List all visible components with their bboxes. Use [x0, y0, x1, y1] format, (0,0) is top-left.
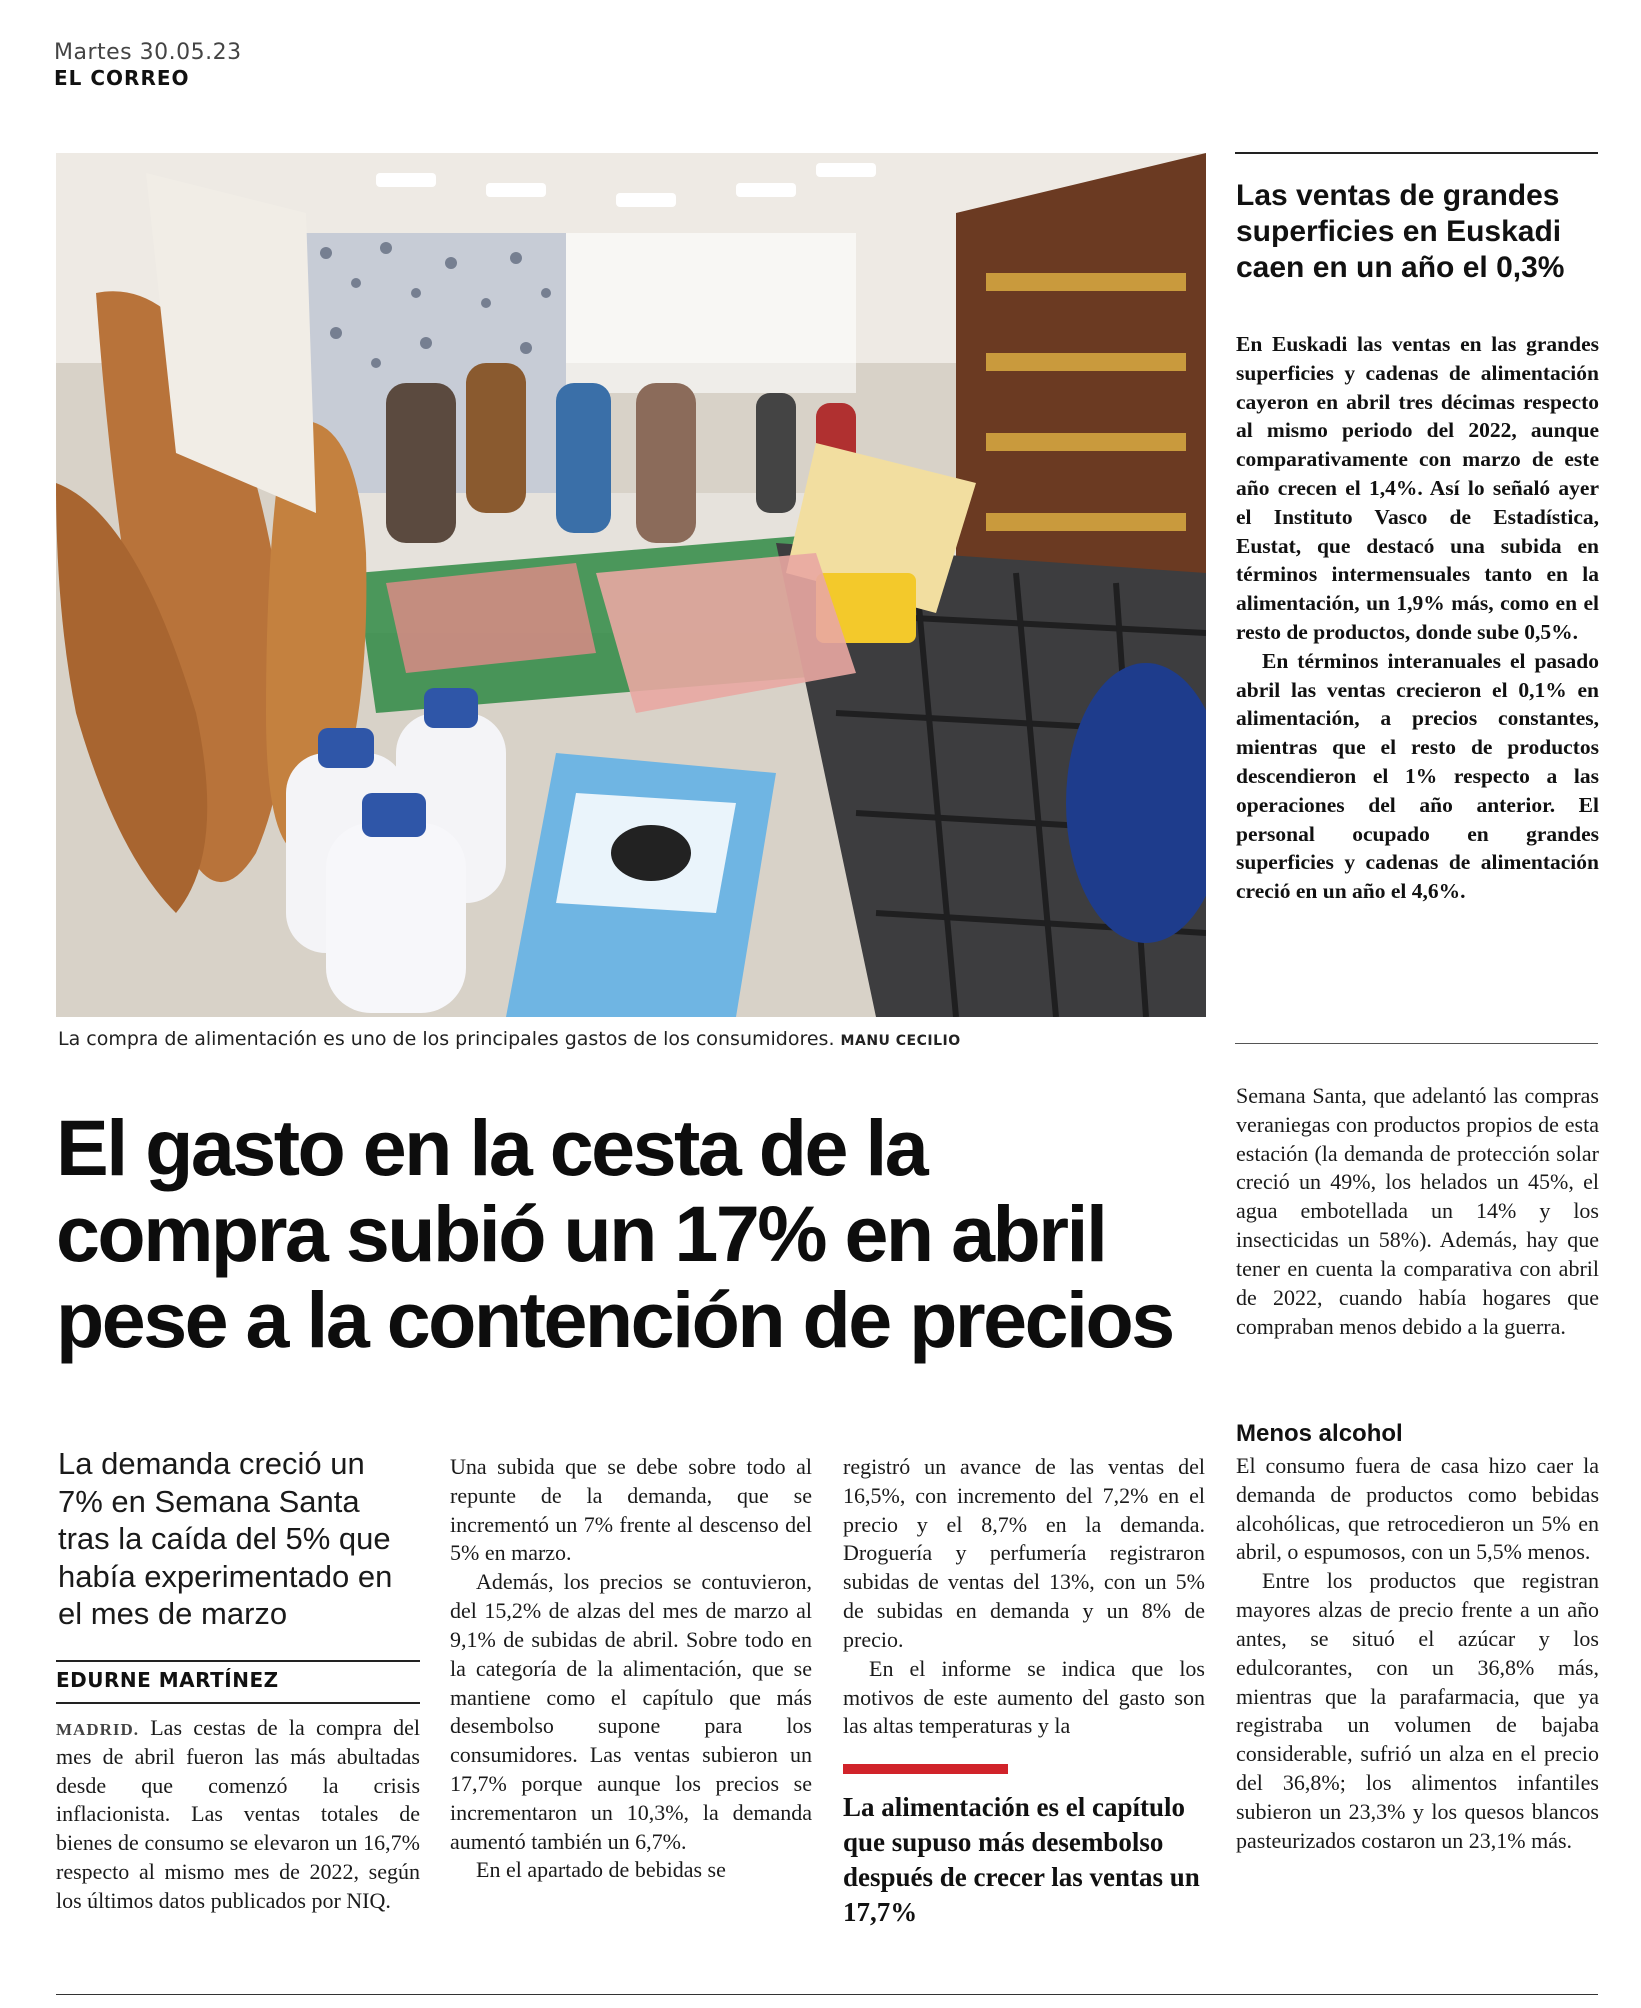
column-4-text: Semana Santa, que adelantó las compras veraniegas con productos propios de esta estación (la demanda de protección solar creció un 49%, los helados un 45%, el agua embotellada un 14% y los insecticidas un 58%). Además, hay que tener en cuenta la comparativa con abril de 2022, cuando había hogares que compraban menos debido a la guerra. — [1236, 1083, 1599, 1339]
article-headline: El gasto en la cesta de la compra subió un 17% en abril pese a la contención de precios — [56, 1103, 1173, 1365]
sidebar-paragraph: En términos interanuales el pasado abril las ventas crecieron el 0,1% en alimentación, a precios constantes, mientras que el resto de productos descendieron el 1% respecto a las operaciones del año anterior. El personal ocupado en grandes superficies y cadenas de alimentación creció en un año el 4,6%. — [1236, 648, 1599, 904]
article-byline: EDURNE MARTÍNEZ — [56, 1668, 279, 1692]
byline-rule-top — [56, 1660, 420, 1662]
photo-caption — [58, 1028, 961, 1051]
article-column-4 — [1236, 1082, 1599, 1341]
column-1-text: Las cestas de la compra del mes de abril fueron las más abultadas desde que comenzó la crisis inflacionista. Las ventas totales de bienes de consumo se elevaron un 16,7% respecto al mismo mes de 2022, según los últimos datos publicados por NIQ. — [56, 1715, 421, 1913]
article-column-1 — [56, 1714, 420, 1916]
pull-quote: La alimentación es el capítulo que supuso más desembolso después de crecer las ventas un 17,7% — [843, 1792, 1200, 1928]
article-column-5 — [1236, 1452, 1599, 1855]
photo-credit: MANU CECILIO — [840, 1033, 961, 1049]
caption-text: La compra de alimentación es uno de los principales gastos de los consumidores. — [58, 1028, 835, 1050]
article-photo — [56, 153, 1206, 1017]
sidebar-paragraph: En Euskadi las ventas en las grandes superficies y cadenas de alimentación cayeron en abril tres décimas respecto al mismo periodo del 2022, aunque comparativamente con marzo de este año crecen el 1,4%. Así lo señaló ayer el Instituto Vasco de Estadística, Eustat, que destacó una subida en términos intermensuales tanto en la alimentación, un 1,9% más, como en el resto de productos, donde sube 0,5%. — [1236, 332, 1599, 644]
dateline: MADRID. — [56, 1720, 140, 1739]
article-column-3 — [843, 1453, 1205, 1741]
article-column-2 — [450, 1453, 812, 1885]
sidebar-divider — [1235, 1043, 1598, 1044]
column-2-paragraph: Una subida que se debe sobre todo al repunte de la demanda, que se incrementó un 7% frente al descenso del 5% en marzo. — [450, 1454, 812, 1566]
sidebar-body — [1236, 330, 1599, 906]
page-bottom-rule — [56, 1994, 1598, 1995]
article-lede: La demanda creció un 7% en Semana Santa tras la caída del 5% que había experimentado en el mes de marzo — [58, 1446, 393, 1631]
supermarket-cart-image — [56, 153, 1206, 1017]
column-2-paragraph: Además, los precios se contuvieron, del 15,2% de alzas del mes de marzo al 9,1% de subidas de abril. Sobre todo en la categoría de la alimentación, que se mantiene como el capítulo que más desembolso supone para los consumidores. Las ventas subieron un 17,7% porque aunque los precios se incrementaron un 10,3%, la demanda aumentó también un 6,7%. — [450, 1569, 812, 1854]
sidebar-top-rule — [1235, 152, 1598, 154]
byline-rule-bottom — [56, 1702, 420, 1704]
sidebar-title: Las ventas de grandes superficies en Euskadi caen en un año el 0,3% — [1236, 179, 1565, 284]
column-5-paragraph: El consumo fuera de casa hizo caer la demanda de productos como bebidas alcohólicas, que retrocedieron un 5% en abril, o espumosos, con un 5,5% menos. — [1236, 1453, 1599, 1565]
newspaper-name: EL CORREO — [54, 66, 190, 90]
section-subhead: Menos alcohol — [1236, 1420, 1403, 1447]
column-2-paragraph: En el apartado de bebidas se — [476, 1857, 726, 1883]
column-5-paragraph: Entre los productos que registran mayores alzas de precio frente a un año antes, se situó el azúcar y los edulcorantes, con un 36,8% más, mientras que la parafarmacia, que ya registraba un volumen de bajaba considerable, sufrió un alza en el precio del 36,8%; los alimentos infantiles subieron un 23,3% y los quesos blancos pasteurizados costaron un 23,1% más. — [1236, 1568, 1599, 1853]
publication-date: Martes 30.05.23 — [54, 40, 242, 65]
pull-quote-accent-bar — [843, 1764, 1008, 1774]
column-3-paragraph: En el informe se indica que los motivos de este aumento del gasto son las altas temperaturas y la — [843, 1655, 1205, 1739]
column-3-paragraph: registró un avance de las ventas del 16,5%, con incremento del 7,2% en el precio y el 8,7% en la demanda. Droguería y perfumería registraron subidas de ventas del 13%, con un 5% de subidas en demanda y un 8% de precio. — [843, 1454, 1205, 1652]
